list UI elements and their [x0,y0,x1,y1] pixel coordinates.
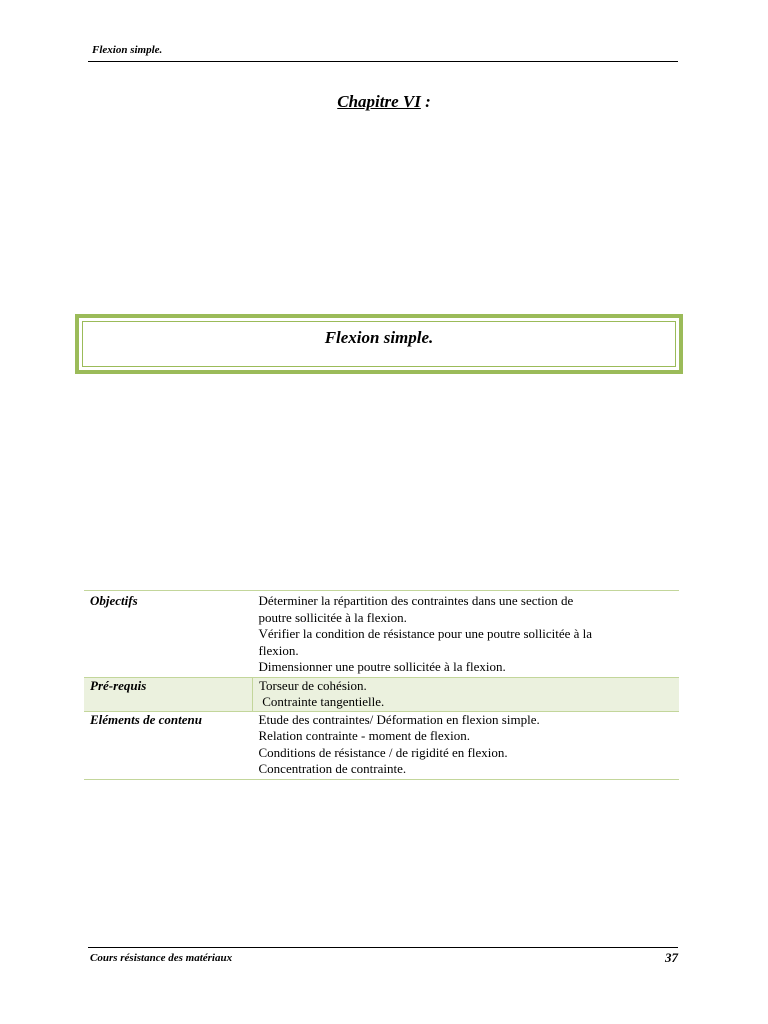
content-line: Concentration de contrainte. [258,761,407,776]
table-row-elements [84,711,679,779]
header-rule [88,61,678,62]
content-line: Relation contrainte - moment de flexion. [258,728,471,743]
row-label: Pré-requis [84,677,253,711]
content-line: Vérifier la condition de résistance pour une poutre sollicitée à la [258,626,593,641]
row-label: Objectifs [84,591,253,678]
footer-rule [88,947,678,948]
content-line: Déterminer la répartition des contraintes dans une section de [258,593,574,608]
chapter-label: Chapitre VI [337,92,421,111]
content-line: Etude des contraintes/ Déformation en flexion simple. [258,711,540,727]
content-line: Dimensionner une poutre sollicitée à la flexion. [258,659,506,674]
row-content [253,591,680,678]
page-number: 37 [665,950,678,965]
chapter-heading [0,92,768,112]
table-row-objectifs [84,591,679,678]
chapter-info-table [84,590,679,780]
row-content [253,711,680,779]
chapter-suffix: : [420,92,431,111]
chapter-title: Flexion simple. [324,328,434,347]
content-line: poutre sollicitée à la flexion. [258,609,407,625]
header-title: Flexion simple. [92,44,163,56]
footer-course: Cours résistance des matériaux [90,952,233,964]
chapter-title-box [75,314,683,374]
content-line: Torseur de cohésion. [259,677,367,693]
row-content [253,677,680,711]
content-line: Conditions de résistance / de rigidité en flexion. [258,744,508,760]
content-line: Contrainte tangentielle. [259,694,385,709]
row-label: Eléments de contenu [84,711,253,779]
content-line: flexion. [258,642,299,658]
table-row-prerequis [84,677,679,711]
